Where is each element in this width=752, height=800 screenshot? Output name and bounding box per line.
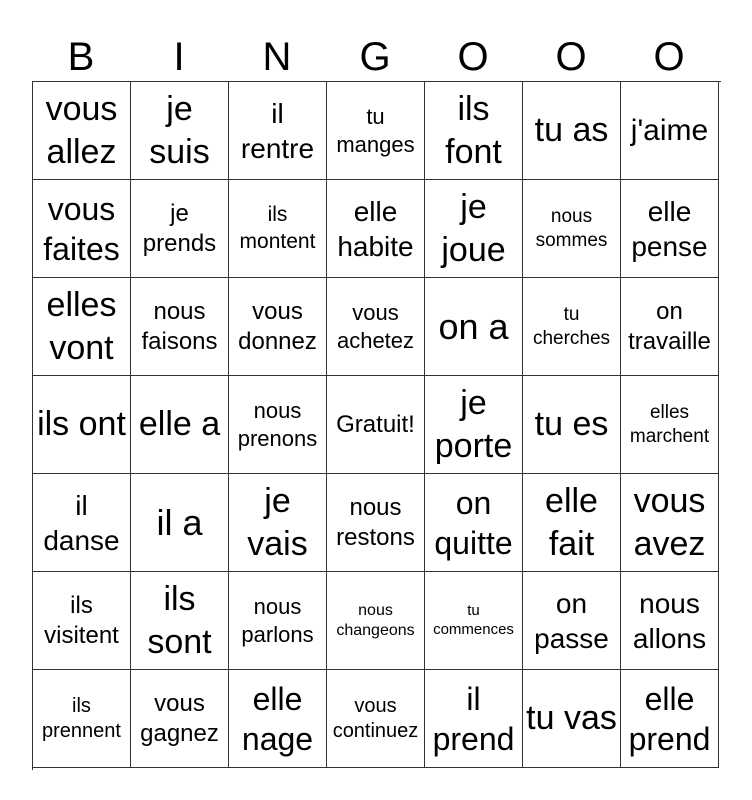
bingo-cell[interactable] [523,474,621,572]
header-letter: B [67,35,95,79]
bingo-cell[interactable] [229,474,327,572]
bingo-cell-text: nous allons [632,587,707,654]
bingo-cell[interactable] [425,278,523,376]
bingo-cell[interactable] [425,572,523,670]
bingo-cell[interactable] [621,278,719,376]
bingo-cell[interactable] [229,82,327,180]
bingo-cell[interactable] [131,474,229,572]
bingo-cell-text: je joue [441,188,506,269]
bingo-cell[interactable] [131,278,229,376]
bingo-cell-text: vous faites [43,190,120,267]
bingo-header [32,34,720,80]
bingo-cell-text: tu cherches [532,303,611,349]
bingo-cell[interactable] [327,82,425,180]
bingo-cell[interactable] [621,376,719,474]
bingo-cell-text: nous parlons [241,594,314,647]
bingo-cell-text: on travaille [628,297,711,355]
bingo-cell[interactable] [621,82,719,180]
bingo-cell-text: vous continuez [332,694,419,742]
bingo-cell-text: elle habite [337,195,414,262]
bingo-cell[interactable] [327,572,425,670]
bingo-cell-text: vous allez [45,90,118,171]
bingo-cell-text: on quitte [434,484,513,561]
bingo-cell[interactable] [523,82,621,180]
bingo-cell-text: je prends [142,199,217,257]
bingo-cell[interactable] [33,474,131,572]
header-letter: N [262,35,292,79]
bingo-cell-text: nous sommes [535,205,608,251]
bingo-cell-text: elles marchent [629,401,710,447]
bingo-cell-text: elle a [138,405,221,444]
header-letter: O [457,35,489,79]
bingo-cell[interactable] [327,376,425,474]
bingo-cell-text: je suis [149,90,210,171]
bingo-cell[interactable] [229,376,327,474]
bingo-cell[interactable] [327,180,425,278]
bingo-cell[interactable] [327,670,425,768]
bingo-cell[interactable] [33,376,131,474]
bingo-cell[interactable] [131,82,229,180]
bingo-cell[interactable] [229,278,327,376]
bingo-cell-text: elle nage [241,680,314,757]
bingo-cell-text: il danse [43,489,120,556]
bingo-cell-text: vous avez [633,482,706,563]
bingo-cell[interactable] [131,572,229,670]
bingo-cell-text: Gratuit! [336,410,415,438]
bingo-cell-text: elle fait [545,482,598,563]
bingo-cell-text: ils ont [37,405,126,444]
bingo-cell[interactable] [523,376,621,474]
bingo-cell-text: elle pense [631,195,708,262]
bingo-cell[interactable] [425,82,523,180]
bingo-cell[interactable] [229,180,327,278]
bingo-cell-text: elles vont [46,286,117,367]
bingo-cell-text: ils prennent [42,694,121,742]
bingo-cell[interactable] [621,670,719,768]
bingo-cell-text: il a [156,502,203,543]
bingo-cell-text: il prend [432,680,515,757]
bingo-cell-text: tu es [534,405,609,444]
bingo-cell-text: ils montent [239,203,316,253]
bingo-cell-text: vous achetez [336,300,415,353]
bingo-cell-text: je vais [247,482,308,563]
bingo-cell[interactable] [33,82,131,180]
bingo-cell[interactable] [229,572,327,670]
bingo-cell-text: ils visitent [44,591,119,649]
bingo-cell[interactable] [33,572,131,670]
bingo-cell-text: vous donnez [238,297,317,355]
bingo-cell-text: je porte [434,384,513,465]
bingo-cell[interactable] [621,474,719,572]
bingo-cell[interactable] [523,180,621,278]
bingo-cell[interactable] [425,474,523,572]
bingo-cell[interactable] [327,278,425,376]
bingo-cell-text: ils sont [147,580,212,661]
header-letter: O [653,35,685,79]
bingo-cell-text: tu commences [433,601,514,638]
bingo-cell-text: nous changeons [336,601,415,639]
bingo-cell[interactable] [327,474,425,572]
bingo-cell-text: nous faisons [141,297,218,355]
bingo-cell[interactable] [621,572,719,670]
bingo-cell-text: vous gagnez [140,689,219,747]
bingo-grid [32,81,721,770]
bingo-cell[interactable] [33,670,131,768]
bingo-cell[interactable] [425,180,523,278]
bingo-cell-text: tu as [534,111,609,150]
bingo-cell-text: tu manges [336,104,415,157]
header-letter: I [173,35,185,79]
bingo-cell-text: elle prend [628,680,711,757]
bingo-cell[interactable] [131,376,229,474]
header-letter: O [555,35,587,79]
bingo-cell[interactable] [131,180,229,278]
header-letter: G [359,35,391,79]
bingo-cell[interactable] [425,670,523,768]
bingo-cell[interactable] [621,180,719,278]
bingo-cell-text: ils font [445,90,502,171]
bingo-cell[interactable] [523,572,621,670]
bingo-cell[interactable] [523,278,621,376]
bingo-cell-text: nous prenons [237,398,318,451]
bingo-cell[interactable] [523,670,621,768]
bingo-cell-text: on a [438,306,509,347]
bingo-cell-text: il rentre [240,97,315,164]
bingo-cell[interactable] [425,376,523,474]
bingo-cell[interactable] [229,670,327,768]
bingo-cell[interactable] [33,278,131,376]
bingo-cell[interactable] [131,670,229,768]
bingo-cell-text: nous restons [336,493,415,551]
bingo-cell[interactable] [33,180,131,278]
bingo-cell-text: tu vas [526,699,617,738]
bingo-cell-text: on passe [534,587,609,654]
bingo-cell-text: j'aime [630,113,709,147]
